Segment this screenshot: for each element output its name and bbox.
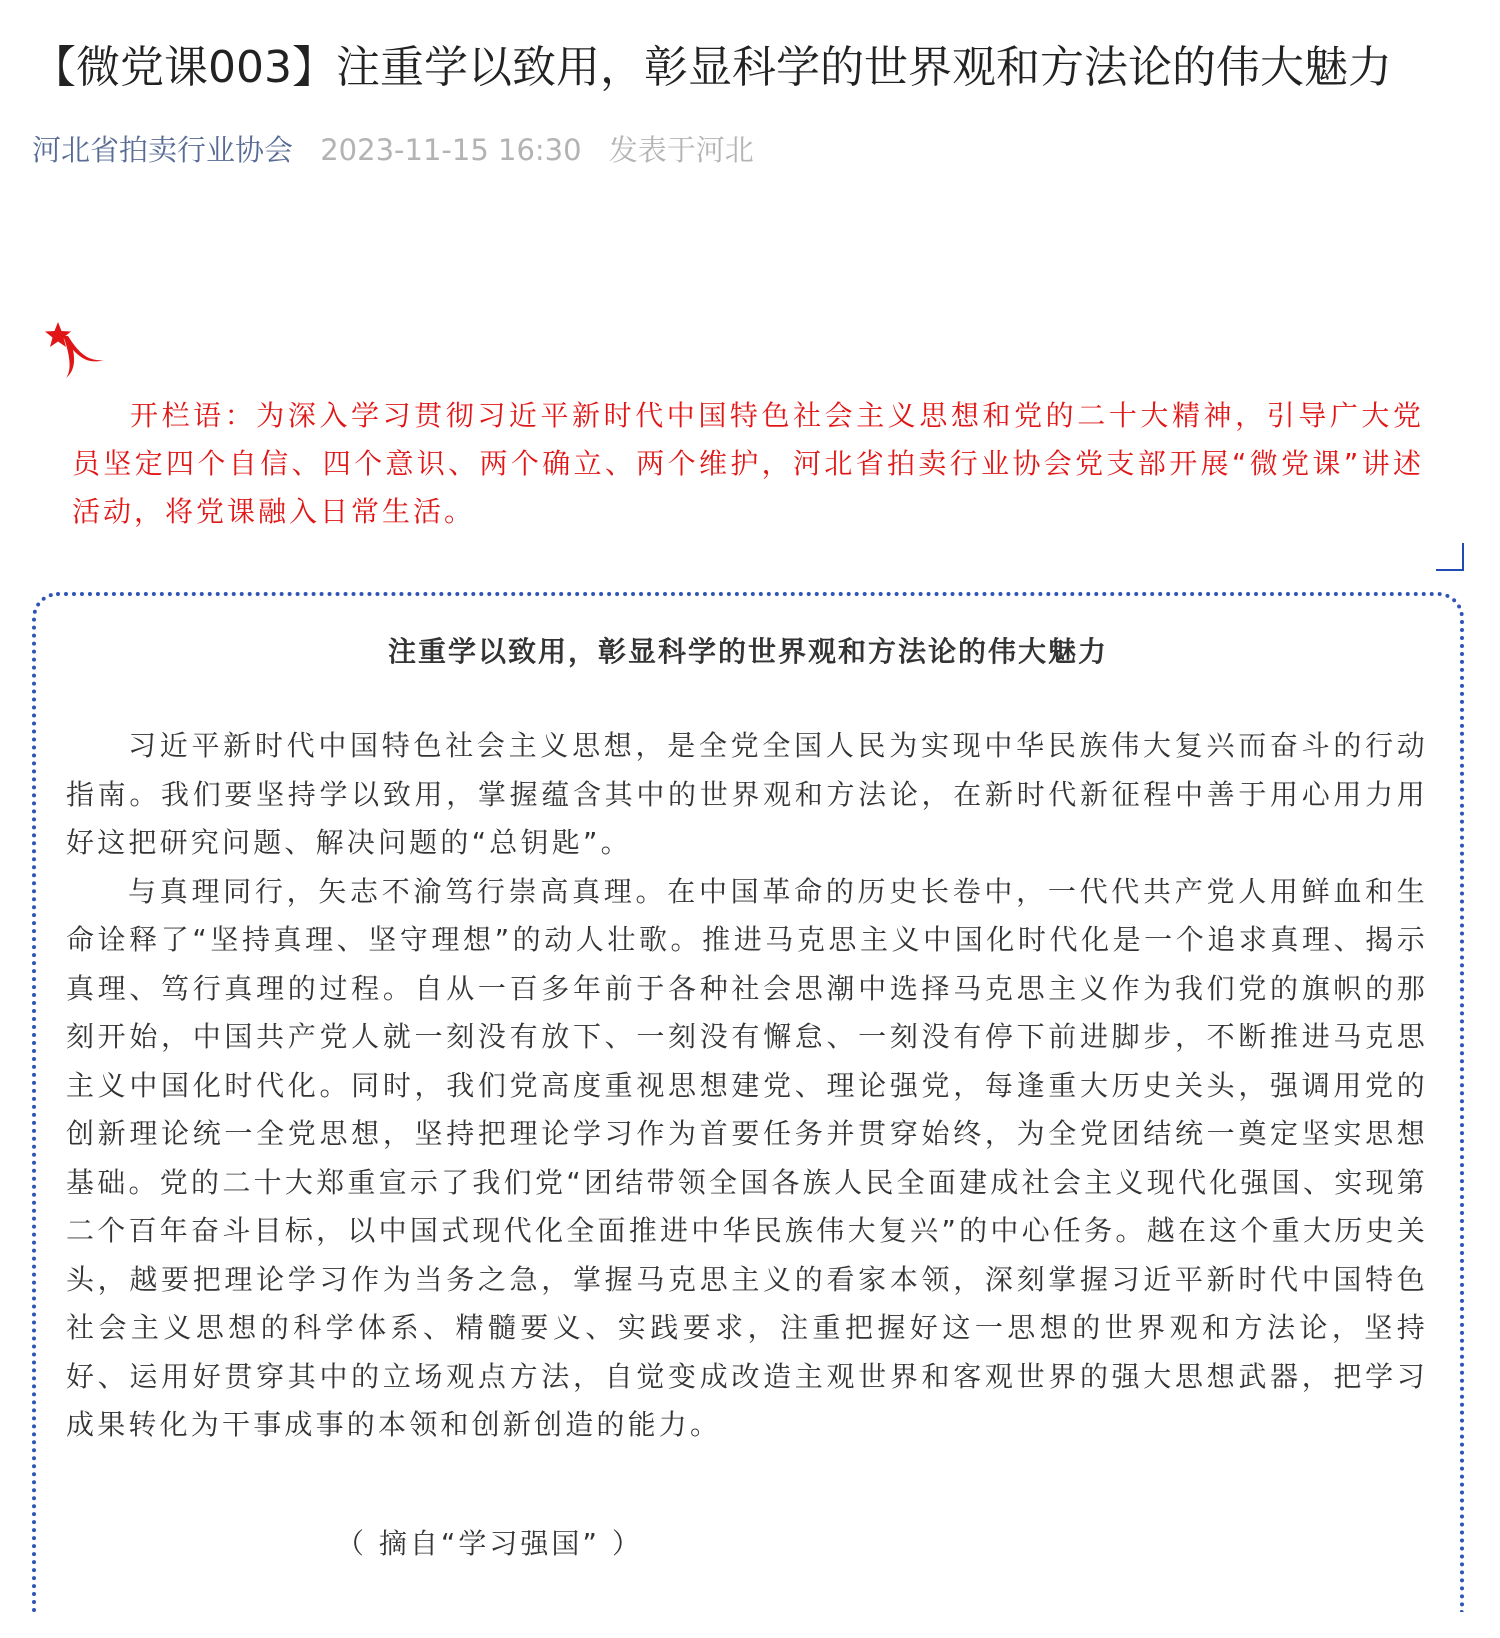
content-card — [32, 592, 1464, 1612]
author-link[interactable]: 河北省拍卖行业协会 — [32, 133, 294, 167]
publish-location: 发表于河北 — [608, 133, 754, 167]
red-star-ribbon-icon — [44, 322, 114, 380]
corner-decoration — [1436, 543, 1464, 571]
source-note: （ 摘自“学习强国” ） — [336, 1527, 643, 1560]
publish-time: 2023-11-15 16:30 — [320, 133, 582, 167]
column-intro: 开栏语：为深入学习贯彻习近平新时代中国特色社会主义思想和党的二十大精神，引导广大党员坚定四个自信、四个意识、两个确立、两个维护，河北省拍卖行业协会党支部开展“微党课”讲述活动，将党课融入日常生活。 — [72, 399, 1424, 528]
article-body — [66, 722, 1428, 1450]
article-title: 【微党课003】注重学以致用，彰显科学的世界观和方法论的伟大魅力 — [32, 42, 1392, 93]
body-paragraph: 与真理同行，矢志不渝笃行崇高真理。在中国革命的历史长卷中，一代代共产党人用鲜血和生命诠释了“坚持真理、坚守理想”的动人壮歌。推进马克思主义中国化时代化是一个追求真理、揭示真理、笃行真理的过程。自从一百多年前于各种社会思潮中选择马克思主义作为我们党的旗帜的那刻开始，中国共产党人就一刻没有放下、一刻没有懈怠、一刻没有停下前进脚步，不断推进马克思主义中国化时代化。同时，我们党高度重视思想建党、理论强党，每逢重大历史关头，强调用党的创新理论统一全党思想，坚持把理论学习作为首要任务并贯穿始终，为全党团结统一奠定坚实思想基础。党的二十大郑重宣示了我们党“团结带领全国各族人民全面建成社会主义现代化强国、实现第二个百年奋斗目标，以中国式现代化全面推进中华民族伟大复兴”的中心任务。越在这个重大历史关头，越要把理论学习作为当务之急，掌握马克思主义的看家本领，深刻掌握习近平新时代中国特色社会主义思想的科学体系、精髓要义、实践要求，注重把握好这一思想的世界观和方法论，坚持好、运用好贯穿其中的立场观点方法，自觉变成改造主观世界和客观世界的强大思想武器，把学习成果转化为干事成事的本领和创新创造的能力。 — [66, 874, 1428, 1441]
body-paragraph: 习近平新时代中国特色社会主义思想，是全党全国人民为实现中华民族伟大复兴而奋斗的行动指南。我们要坚持学以致用，掌握蕴含其中的世界观和方法论，在新时代新征程中善于用心用力用好这把研究问题、解决问题的“总钥匙”。 — [66, 729, 1428, 859]
article-meta — [32, 130, 754, 170]
section-title: 注重学以致用，彰显科学的世界观和方法论的伟大魅力 — [387, 635, 1108, 668]
